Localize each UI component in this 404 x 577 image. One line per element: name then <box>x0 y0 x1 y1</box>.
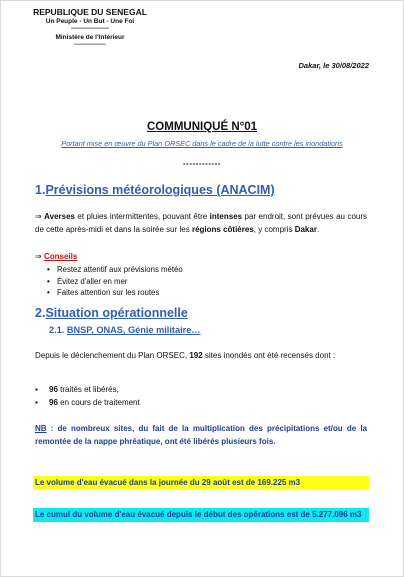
section-2-heading <box>35 306 188 320</box>
section-1-title: Prévisions météorologiques (ANACIM) <box>45 183 275 197</box>
list-item: • Faites attention sur les routes <box>47 287 183 299</box>
letterhead <box>15 7 165 49</box>
arrow-right-icon: ⇒ <box>35 212 42 221</box>
nb-label: NB <box>35 424 47 433</box>
section-2-1-title: BNSP, ONAS, Génie militaire… <box>66 325 201 335</box>
republic-name: REPUBLIQUE DU SENEGAL <box>33 7 147 17</box>
letterhead-divider: ------------------- <box>71 26 109 32</box>
ministry-name: Ministère de l'Intérieur <box>55 34 125 41</box>
sites-intro-paragraph <box>35 350 367 363</box>
forecast-bold-intenses: intenses <box>209 212 243 221</box>
list-item <box>35 396 140 409</box>
letterhead-divider: ---------------- <box>74 42 106 48</box>
section-1-heading <box>35 183 275 197</box>
list-item: • Restez attentif aux prévisions météo <box>47 264 183 276</box>
conseils-label: Conseils <box>43 252 78 261</box>
cumulative-volume-highlight: Le cumul du volume d'eau évacué depuis le début des opérations est de 5.277.096 m3 <box>33 508 369 522</box>
arrow-right-icon: ⇒ <box>35 252 42 261</box>
forecast-text: . <box>316 224 320 234</box>
section-2-1-number: 2.1. <box>49 325 65 335</box>
forecast-bold-averses: Averses <box>44 212 75 221</box>
nb-text: : de nombreux sites, du fait de la multiplication des précipitations et/ou de la remontée de la nappe phréatique, ont été libérés plusieurs fois. <box>35 424 367 446</box>
section-2-1-heading <box>49 325 201 335</box>
nb-note <box>35 422 367 448</box>
list-item <box>35 383 140 396</box>
sites-count: 192 <box>189 351 203 360</box>
section-2-number: 2. <box>35 306 46 320</box>
communique-title: COMMUNIQUÉ N°01 <box>146 121 258 133</box>
list-item-text: en cours de traitement <box>57 398 140 407</box>
intro-text: Depuis le déclenchement du Plan ORSEC, <box>35 351 190 360</box>
list-item-text: traités et libérés, <box>57 385 119 394</box>
sites-status-list <box>35 383 140 409</box>
sites-treated-count: 96 <box>49 385 58 394</box>
daily-volume-highlight: Le volume d'eau évacué dans la journée du 29 août est de 169.225 m3 <box>33 476 369 490</box>
forecast-text: par endroit, sont prévues au cours de cette après-midi et dans la soirée sur les <box>35 212 368 234</box>
conseils-list <box>47 264 183 299</box>
document-date: Dakar, le 30/08/2022 <box>298 61 369 70</box>
forecast-bold-dakar: Dakar <box>294 224 317 234</box>
intro-text: sites inondés ont été recensés dont : <box>202 351 336 360</box>
title-separator: ------------ <box>183 159 221 168</box>
forecast-text: et pluies intermittentes, pouvant être <box>74 212 210 221</box>
list-item: • Évitez d'aller en mer <box>47 276 183 288</box>
national-motto: Un Peuple - Un But - Une Foi <box>45 18 135 25</box>
forecast-bold-regions: régions côtières <box>191 224 254 234</box>
communique-subtitle: Portant mise en œuvre du Plan ORSEC dans le cadre de la lutte contre les inondations <box>61 139 343 148</box>
sites-in-progress-count: 96 <box>49 398 58 407</box>
conseils-heading <box>35 251 367 264</box>
section-2-title: Situation opérationnelle <box>45 306 188 320</box>
section-1-number: 1. <box>35 183 46 197</box>
forecast-paragraph <box>35 211 367 236</box>
forecast-text: , y compris <box>253 224 295 234</box>
